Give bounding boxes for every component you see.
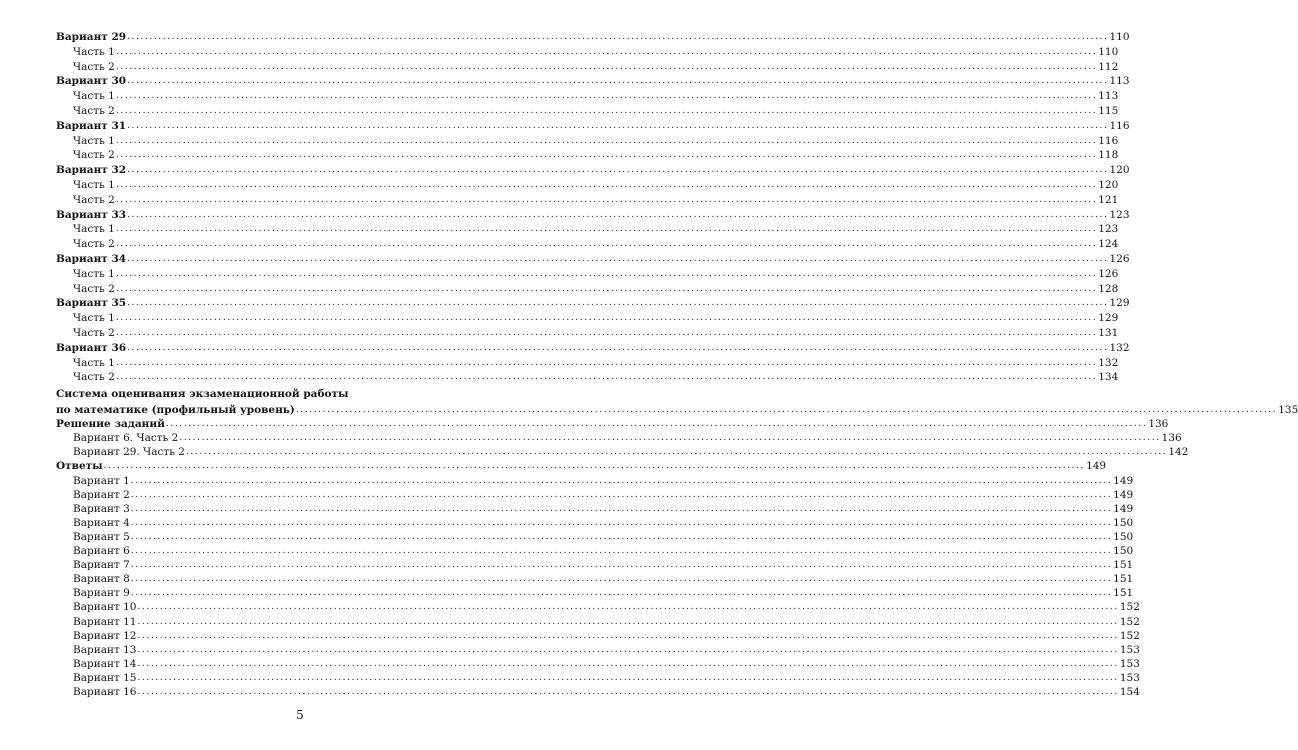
toc-entry[interactable] xyxy=(56,208,1130,222)
toc-subentry[interactable] xyxy=(73,134,1119,148)
toc-entry-label: Часть 2 xyxy=(73,149,115,162)
toc-subentry[interactable] xyxy=(73,179,1119,192)
toc-entry-label: Часть 1 xyxy=(73,179,115,191)
dot-leader: ............................................................................................................................................................................................................................ xyxy=(137,630,1119,641)
toc-entry-page: 149 xyxy=(1113,502,1134,515)
toc-entry-page: 136 xyxy=(1148,418,1169,431)
dot-leader: ............................................................................................................................................................................................................................ xyxy=(115,194,1098,205)
toc-entry-label: Решение заданий xyxy=(56,418,165,431)
toc-entry-page: 110 xyxy=(1098,45,1119,58)
dot-leader: ............................................................................................................................................................................................................................ xyxy=(115,106,1098,116)
dot-leader: ............................................................................................................................................................................................................................ xyxy=(115,239,1098,250)
toc-entry-page: 149 xyxy=(1113,474,1134,487)
toc-subentry[interactable] xyxy=(73,601,1140,614)
toc-entry-page: 150 xyxy=(1113,530,1134,543)
toc-entry[interactable] xyxy=(56,404,1298,417)
dot-leader: ............................................................................................................................................................................................................................ xyxy=(130,574,1113,585)
toc-subentry[interactable] xyxy=(73,371,1119,384)
toc-subentry[interactable] xyxy=(73,238,1119,251)
toc-subentry[interactable] xyxy=(73,671,1140,685)
dot-leader: ............................................................................................................................................................................................................................ xyxy=(127,298,1109,309)
dot-leader: ............................................................................................................................................................................................................................ xyxy=(130,475,1113,486)
dot-leader: ............................................................................................................................................................................................................................ xyxy=(137,644,1119,655)
section-heading-assessment-system: Система оценивания экзаменационной работы xyxy=(56,388,349,400)
dot-leader: ............................................................................................................................................................................................................................ xyxy=(127,165,1109,176)
toc-entry-page: 150 xyxy=(1113,545,1134,557)
toc-entry-page: 112 xyxy=(1098,60,1119,73)
toc-subentry[interactable] xyxy=(73,267,1119,281)
toc-entry-label: Ответы xyxy=(56,460,103,473)
toc-entry-label: Часть 1 xyxy=(73,267,115,280)
dot-leader: ............................................................................................................................................................................................................................ xyxy=(115,357,1098,368)
dot-leader: ............................................................................................................................................................................................................................ xyxy=(127,120,1109,131)
toc-entry-page: 124 xyxy=(1098,238,1119,251)
toc-entry[interactable] xyxy=(56,164,1130,177)
toc-entry-page: 134 xyxy=(1098,371,1119,384)
dot-leader: ............................................................................................................................................................................................................................ xyxy=(115,150,1098,161)
toc-entry-label: Вариант 7 xyxy=(73,559,130,572)
toc-subentry[interactable] xyxy=(73,516,1134,530)
toc-subentry[interactable] xyxy=(73,545,1134,558)
toc-entry-label: Часть 2 xyxy=(73,327,115,339)
toc-subentry[interactable] xyxy=(73,432,1182,445)
toc-entry-page: 142 xyxy=(1168,446,1189,459)
toc-subentry[interactable] xyxy=(73,629,1140,643)
toc-entry-label: Часть 2 xyxy=(73,60,115,73)
toc-entry[interactable] xyxy=(56,119,1130,133)
dot-leader: ............................................................................................................................................................................................................................ xyxy=(103,461,1086,472)
toc-entry-label: Вариант 32 xyxy=(56,164,127,177)
toc-subentry[interactable] xyxy=(73,105,1119,118)
toc-entry-page: 118 xyxy=(1098,149,1119,162)
dot-leader: ............................................................................................................................................................................................................................ xyxy=(115,224,1098,235)
dot-leader: ............................................................................................................................................................................................................................ xyxy=(130,517,1113,528)
toc-entry-label: Вариант 31 xyxy=(56,119,127,132)
toc-entry-page: 152 xyxy=(1119,601,1140,614)
toc-entry-label: Вариант 11 xyxy=(73,615,137,628)
dot-leader: ............................................................................................................................................................................................................................ xyxy=(295,405,1278,415)
dot-leader: ............................................................................................................................................................................................................................ xyxy=(130,531,1113,542)
toc-entry-label: Вариант 6. Часть 2 xyxy=(73,432,179,445)
toc-entry-label: Часть 2 xyxy=(73,371,115,384)
toc-entry-page: 121 xyxy=(1098,193,1119,206)
dot-leader: ............................................................................................................................................................................................................................ xyxy=(115,328,1098,338)
dot-leader: ............................................................................................................................................................................................................................ xyxy=(165,419,1148,430)
toc-entry-page: 110 xyxy=(1109,31,1130,43)
toc-subentry[interactable] xyxy=(73,587,1134,600)
toc-entry-label: Часть 2 xyxy=(73,193,115,206)
toc-entry-page: 152 xyxy=(1119,629,1140,642)
toc-subentry[interactable] xyxy=(73,446,1189,459)
toc-subentry[interactable] xyxy=(73,45,1119,59)
toc-entry-page: 150 xyxy=(1113,516,1134,529)
dot-leader: ............................................................................................................................................................................................................................ xyxy=(137,616,1119,627)
toc-entry-label: Часть 1 xyxy=(73,134,115,147)
toc-entry-label: Вариант 6 xyxy=(73,545,130,557)
toc-subentry[interactable] xyxy=(73,90,1119,103)
toc-subentry[interactable] xyxy=(73,60,1119,74)
dot-leader: ............................................................................................................................................................................................................................ xyxy=(137,687,1119,697)
toc-entry-page: 120 xyxy=(1109,164,1130,177)
dot-leader: ............................................................................................................................................................................................................................ xyxy=(127,209,1109,220)
toc-subentry[interactable] xyxy=(73,312,1119,325)
toc-entry-page: 129 xyxy=(1098,312,1119,325)
toc-entry-page: 151 xyxy=(1113,587,1134,600)
dot-leader: ............................................................................................................................................................................................................................ xyxy=(115,46,1098,57)
toc-subentry[interactable] xyxy=(73,686,1140,699)
dot-leader: ............................................................................................................................................................................................................................ xyxy=(127,254,1109,264)
toc-entry-label: Часть 2 xyxy=(73,238,115,251)
dot-leader: ............................................................................................................................................................................................................................ xyxy=(137,672,1119,683)
toc-entry-page: 126 xyxy=(1098,267,1119,280)
toc-entry-page: 126 xyxy=(1109,253,1130,265)
toc-entry-label: Часть 1 xyxy=(73,312,115,325)
toc-entry-label: Часть 1 xyxy=(73,356,115,369)
toc-entry-label: Вариант 29. Часть 2 xyxy=(73,446,185,459)
dot-leader: ............................................................................................................................................................................................................................ xyxy=(115,61,1098,72)
toc-entry-label: Вариант 9 xyxy=(73,587,130,600)
toc-entry[interactable] xyxy=(56,75,1130,88)
dot-leader: ............................................................................................................................................................................................................................ xyxy=(130,588,1113,599)
toc-entry-label: Вариант 1 xyxy=(73,474,130,487)
toc-entry-label: Вариант 10 xyxy=(73,601,137,614)
toc-entry-page: 128 xyxy=(1098,282,1119,295)
toc-subentry[interactable] xyxy=(73,223,1119,236)
toc-entry-page: 123 xyxy=(1109,208,1130,221)
toc-entry-page: 131 xyxy=(1098,327,1119,339)
toc-entry-page: 154 xyxy=(1119,686,1140,698)
toc-subentry[interactable] xyxy=(73,474,1134,488)
toc-entry-page: 151 xyxy=(1113,559,1134,572)
toc-entry-label: Вариант 14 xyxy=(73,657,137,670)
toc-subentry[interactable] xyxy=(73,327,1119,340)
toc-entry[interactable] xyxy=(56,460,1107,473)
toc-entry-page: 149 xyxy=(1086,460,1107,473)
dot-leader: ............................................................................................................................................................................................................................ xyxy=(115,372,1098,383)
toc-subentry[interactable] xyxy=(73,356,1119,370)
toc-entry-label: Вариант 34 xyxy=(56,253,127,265)
toc-entry-page: 132 xyxy=(1109,341,1130,354)
toc-entry-label: Вариант 36 xyxy=(56,341,127,354)
toc-entry-page: 149 xyxy=(1113,488,1134,501)
toc-entry-label: Вариант 5 xyxy=(73,530,130,543)
dot-leader: ............................................................................................................................................................................................................................ xyxy=(179,433,1161,444)
toc-subentry[interactable] xyxy=(73,573,1134,586)
toc-entry-page: 151 xyxy=(1113,573,1134,586)
dot-leader: ............................................................................................................................................................................................................................ xyxy=(115,180,1098,190)
toc-subentry[interactable] xyxy=(73,615,1140,629)
toc-entry-label: Вариант 15 xyxy=(73,671,137,684)
toc-entry-page: 115 xyxy=(1098,105,1119,117)
toc-entry[interactable] xyxy=(56,253,1130,266)
toc-entry-page: 153 xyxy=(1119,643,1140,656)
dot-leader: ............................................................................................................................................................................................................................ xyxy=(130,560,1113,571)
toc-subentry[interactable] xyxy=(73,149,1119,162)
toc-subentry[interactable] xyxy=(73,657,1140,671)
dot-leader: ............................................................................................................................................................................................................................ xyxy=(115,268,1098,279)
toc-entry-label: Вариант 16 xyxy=(73,686,137,698)
toc-subentry[interactable] xyxy=(73,530,1134,544)
toc-subentry[interactable] xyxy=(73,643,1140,657)
toc-subentry[interactable] xyxy=(73,193,1119,207)
toc-entry-page: 152 xyxy=(1119,615,1140,628)
toc-entry-label: Вариант 12 xyxy=(73,629,137,642)
toc-entry-label: Вариант 35 xyxy=(56,297,127,310)
toc-subentry[interactable] xyxy=(73,488,1134,502)
dot-leader: ............................................................................................................................................................................................................................ xyxy=(115,283,1098,294)
dot-leader: ............................................................................................................................................................................................................................ xyxy=(115,135,1098,146)
toc-entry[interactable] xyxy=(56,341,1130,355)
toc-subentry[interactable] xyxy=(73,282,1119,296)
dot-leader: ............................................................................................................................................................................................................................ xyxy=(137,602,1119,613)
toc-entry-page: 135 xyxy=(1278,404,1298,416)
dot-leader: ............................................................................................................................................................................................................................ xyxy=(127,76,1109,87)
toc-entry-label: Часть 2 xyxy=(73,105,115,117)
toc-entry-page: 116 xyxy=(1109,119,1130,132)
dot-leader: ............................................................................................................................................................................................................................ xyxy=(130,546,1113,556)
toc-subentry[interactable] xyxy=(73,559,1134,572)
toc-entry-page: 153 xyxy=(1119,671,1140,684)
toc-entry-label: Часть 1 xyxy=(73,90,115,103)
dot-leader: ............................................................................................................................................................................................................................ xyxy=(185,447,1168,458)
toc-subentry[interactable] xyxy=(73,502,1134,516)
dot-leader: ............................................................................................................................................................................................................................ xyxy=(127,32,1109,42)
dot-leader: ............................................................................................................................................................................................................................ xyxy=(115,91,1098,102)
dot-leader: ............................................................................................................................................................................................................................ xyxy=(127,342,1109,353)
toc-entry-label: Вариант 8 xyxy=(73,573,130,586)
toc-entry-page: 120 xyxy=(1098,179,1119,191)
toc-entry[interactable] xyxy=(56,297,1130,310)
toc-entry-label: Вариант 3 xyxy=(73,502,130,515)
dot-leader: ............................................................................................................................................................................................................................ xyxy=(115,313,1098,324)
toc-entry-page: 136 xyxy=(1161,432,1182,445)
toc-entry-page: 132 xyxy=(1098,356,1119,369)
toc-entry-page: 116 xyxy=(1098,134,1119,147)
toc-entry-label: Вариант 33 xyxy=(56,208,127,221)
toc-entry-label: Вариант 29 xyxy=(56,31,127,43)
toc-entry-label: Вариант 4 xyxy=(73,516,130,529)
toc-entry-label: Часть 1 xyxy=(73,223,115,236)
toc-entry[interactable] xyxy=(56,418,1169,431)
toc-entry-page: 113 xyxy=(1098,90,1119,103)
toc-entry-page: 123 xyxy=(1098,223,1119,236)
toc-entry[interactable] xyxy=(56,31,1130,44)
toc-entry-label: Часть 1 xyxy=(73,45,115,58)
toc-entry-page: 113 xyxy=(1109,75,1130,88)
page-number: 5 xyxy=(296,708,304,722)
toc-entry-label: Часть 2 xyxy=(73,282,115,295)
toc-entry-label: Вариант 13 xyxy=(73,643,137,656)
toc-entry-page: 129 xyxy=(1109,297,1130,310)
dot-leader: ............................................................................................................................................................................................................................ xyxy=(130,503,1113,514)
toc-entry-label: по математике (профильный уровень) xyxy=(56,404,295,416)
dot-leader: ............................................................................................................................................................................................................................ xyxy=(137,658,1119,669)
dot-leader: ............................................................................................................................................................................................................................ xyxy=(130,489,1113,500)
toc-entry-label: Вариант 30 xyxy=(56,75,127,88)
toc-entry-label: Вариант 2 xyxy=(73,488,130,501)
toc-entry-page: 153 xyxy=(1119,657,1140,670)
